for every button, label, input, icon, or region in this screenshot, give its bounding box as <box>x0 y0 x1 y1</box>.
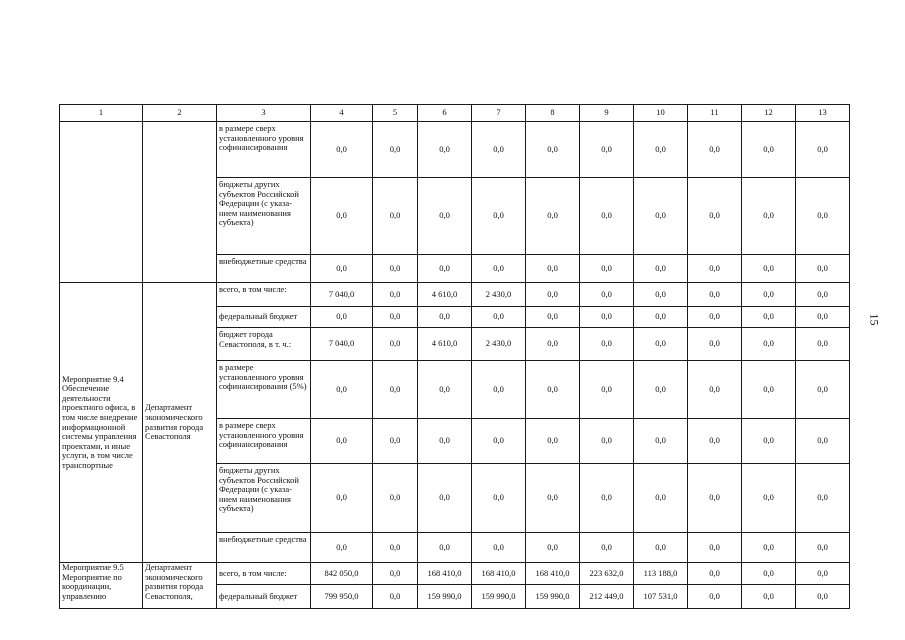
value-cell: 0,0 <box>472 255 526 283</box>
value-cell: 0,0 <box>373 122 418 178</box>
value-cell: 0,0 <box>472 533 526 563</box>
value-cell: 2 430,0 <box>472 328 526 361</box>
value-cell: 0,0 <box>742 419 796 464</box>
value-cell: 0,0 <box>311 533 373 563</box>
value-cell: 0,0 <box>688 585 742 609</box>
value-cell: 0,0 <box>742 283 796 307</box>
value-cell: 0,0 <box>472 464 526 533</box>
value-cell: 0,0 <box>418 307 472 328</box>
value-cell: 0,0 <box>580 122 634 178</box>
row-label: федеральный бюджет <box>217 585 311 609</box>
value-cell: 0,0 <box>526 419 580 464</box>
value-cell: 0,0 <box>580 533 634 563</box>
value-cell: 0,0 <box>373 533 418 563</box>
value-cell: 0,0 <box>580 328 634 361</box>
value-cell: 0,0 <box>373 178 418 255</box>
header-cell: 12 <box>742 105 796 122</box>
value-cell: 842 050,0 <box>311 563 373 585</box>
value-cell: 0,0 <box>688 464 742 533</box>
table-row <box>60 283 850 307</box>
value-cell: 159 990,0 <box>472 585 526 609</box>
value-cell: 0,0 <box>796 563 850 585</box>
value-cell: 0,0 <box>580 307 634 328</box>
value-cell: 0,0 <box>742 178 796 255</box>
value-cell: 0,0 <box>418 361 472 419</box>
page-number: 15 <box>867 313 882 326</box>
value-cell: 0,0 <box>580 178 634 255</box>
value-cell: 0,0 <box>796 464 850 533</box>
value-cell: 0,0 <box>634 122 688 178</box>
header-cell: 1 <box>60 105 143 122</box>
activity-9-4-title: Мероприятие 9.4 Обеспечение деятельности проектного офиса, в том числе внедрение информационной системы управления проектами, и иные услуги, в том числе транспортные <box>60 283 143 563</box>
value-cell: 0,0 <box>472 178 526 255</box>
value-cell: 7 040,0 <box>311 283 373 307</box>
value-cell: 0,0 <box>634 283 688 307</box>
value-cell: 0,0 <box>373 464 418 533</box>
value-cell: 0,0 <box>742 533 796 563</box>
value-cell: 0,0 <box>796 533 850 563</box>
value-cell: 0,0 <box>688 419 742 464</box>
value-cell: 0,0 <box>311 419 373 464</box>
header-cell: 3 <box>217 105 311 122</box>
value-cell: 0,0 <box>418 419 472 464</box>
value-cell: 168 410,0 <box>472 563 526 585</box>
value-cell: 168 410,0 <box>526 563 580 585</box>
value-cell: 0,0 <box>580 419 634 464</box>
value-cell: 223 632,0 <box>580 563 634 585</box>
value-cell: 159 990,0 <box>526 585 580 609</box>
row-label: в размере установленного уровня софинансирования (5%) <box>217 361 311 419</box>
value-cell: 0,0 <box>742 255 796 283</box>
value-cell: 0,0 <box>688 255 742 283</box>
value-cell: 0,0 <box>634 307 688 328</box>
row-label: бюджеты других субъектов Российской Федерации (с указа-нием наименования субъекта) <box>217 464 311 533</box>
value-cell: 0,0 <box>634 255 688 283</box>
header-cell: 13 <box>796 105 850 122</box>
value-cell: 0,0 <box>688 178 742 255</box>
value-cell: 0,0 <box>688 533 742 563</box>
value-cell: 0,0 <box>688 307 742 328</box>
value-cell: 0,0 <box>634 419 688 464</box>
value-cell: 0,0 <box>526 255 580 283</box>
activity-9-5-department: Департамент экономического развития города Севастополя, <box>143 563 217 609</box>
value-cell: 0,0 <box>742 307 796 328</box>
value-cell: 107 531,0 <box>634 585 688 609</box>
value-cell: 0,0 <box>742 361 796 419</box>
row-label: всего, в том числе: <box>217 563 311 585</box>
value-cell: 0,0 <box>580 283 634 307</box>
header-cell: 8 <box>526 105 580 122</box>
value-cell: 0,0 <box>526 361 580 419</box>
value-cell: 0,0 <box>472 419 526 464</box>
value-cell: 0,0 <box>418 533 472 563</box>
value-cell: 0,0 <box>526 283 580 307</box>
value-cell: 0,0 <box>634 533 688 563</box>
value-cell: 0,0 <box>373 328 418 361</box>
value-cell: 0,0 <box>796 585 850 609</box>
value-cell: 0,0 <box>634 178 688 255</box>
header-cell: 11 <box>688 105 742 122</box>
value-cell: 0,0 <box>634 328 688 361</box>
value-cell: 0,0 <box>526 328 580 361</box>
value-cell: 0,0 <box>418 178 472 255</box>
row-label: бюджет города Севастополя, в т. ч.: <box>217 328 311 361</box>
activity-9-4-department: Департамент экономического развития города Севастополя <box>143 283 217 563</box>
value-cell: 0,0 <box>418 122 472 178</box>
value-cell: 0,0 <box>472 307 526 328</box>
header-cell: 6 <box>418 105 472 122</box>
value-cell: 0,0 <box>311 307 373 328</box>
value-cell: 0,0 <box>526 533 580 563</box>
value-cell: 0,0 <box>688 563 742 585</box>
header-cell: 2 <box>143 105 217 122</box>
header-cell: 9 <box>580 105 634 122</box>
budget-table <box>59 104 850 609</box>
value-cell: 0,0 <box>688 328 742 361</box>
value-cell: 0,0 <box>373 361 418 419</box>
value-cell: 0,0 <box>796 419 850 464</box>
row-label: всего, в том числе: <box>217 283 311 307</box>
value-cell: 0,0 <box>634 464 688 533</box>
value-cell: 0,0 <box>580 361 634 419</box>
value-cell: 0,0 <box>796 283 850 307</box>
value-cell: 0,0 <box>742 328 796 361</box>
value-cell: 0,0 <box>418 255 472 283</box>
value-cell: 0,0 <box>526 122 580 178</box>
value-cell: 0,0 <box>742 464 796 533</box>
value-cell: 0,0 <box>472 122 526 178</box>
value-cell: 0,0 <box>373 419 418 464</box>
value-cell: 159 990,0 <box>418 585 472 609</box>
value-cell: 0,0 <box>526 307 580 328</box>
value-cell: 0,0 <box>796 122 850 178</box>
value-cell: 0,0 <box>796 328 850 361</box>
value-cell: 0,0 <box>580 464 634 533</box>
value-cell: 2 430,0 <box>472 283 526 307</box>
value-cell: 0,0 <box>580 255 634 283</box>
value-cell: 0,0 <box>472 361 526 419</box>
header-cell: 7 <box>472 105 526 122</box>
value-cell: 799 950,0 <box>311 585 373 609</box>
value-cell: 0,0 <box>688 361 742 419</box>
value-cell: 0,0 <box>796 178 850 255</box>
value-cell: 0,0 <box>311 255 373 283</box>
value-cell: 113 188,0 <box>634 563 688 585</box>
value-cell: 0,0 <box>742 122 796 178</box>
row-label: в размере сверх установленного уровня софинансирования <box>217 419 311 464</box>
value-cell: 0,0 <box>634 361 688 419</box>
row-label: федеральный бюджет <box>217 307 311 328</box>
row-label: внебюджетные средства <box>217 533 311 563</box>
value-cell: 0,0 <box>796 255 850 283</box>
value-cell: 0,0 <box>526 464 580 533</box>
value-cell: 212 449,0 <box>580 585 634 609</box>
value-cell: 0,0 <box>742 585 796 609</box>
empty-cell <box>60 122 143 283</box>
value-cell: 0,0 <box>311 122 373 178</box>
activity-9-5-title: Мероприятие 9.5 Мероприятие по координации, управлению <box>60 563 143 609</box>
value-cell: 0,0 <box>796 361 850 419</box>
table-row <box>60 122 850 178</box>
table-row <box>60 563 850 585</box>
value-cell: 0,0 <box>373 585 418 609</box>
value-cell: 0,0 <box>373 563 418 585</box>
value-cell: 0,0 <box>742 563 796 585</box>
value-cell: 0,0 <box>796 307 850 328</box>
value-cell: 0,0 <box>373 307 418 328</box>
row-label: внебюджетные средства <box>217 255 311 283</box>
value-cell: 0,0 <box>311 178 373 255</box>
header-cell: 4 <box>311 105 373 122</box>
value-cell: 7 040,0 <box>311 328 373 361</box>
row-label: в размере сверх установленного уровня софинансирования <box>217 122 311 178</box>
value-cell: 0,0 <box>688 122 742 178</box>
header-cell: 5 <box>373 105 418 122</box>
value-cell: 0,0 <box>373 283 418 307</box>
header-cell: 10 <box>634 105 688 122</box>
row-label: бюджеты других субъектов Российской Федерации (с указа-нием наименования субъекта) <box>217 178 311 255</box>
value-cell: 0,0 <box>418 464 472 533</box>
value-cell: 0,0 <box>311 464 373 533</box>
column-number-row <box>60 105 850 122</box>
value-cell: 0,0 <box>688 283 742 307</box>
value-cell: 0,0 <box>526 178 580 255</box>
value-cell: 168 410,0 <box>418 563 472 585</box>
value-cell: 4 610,0 <box>418 283 472 307</box>
value-cell: 4 610,0 <box>418 328 472 361</box>
empty-cell <box>143 122 217 283</box>
value-cell: 0,0 <box>373 255 418 283</box>
value-cell: 0,0 <box>311 361 373 419</box>
